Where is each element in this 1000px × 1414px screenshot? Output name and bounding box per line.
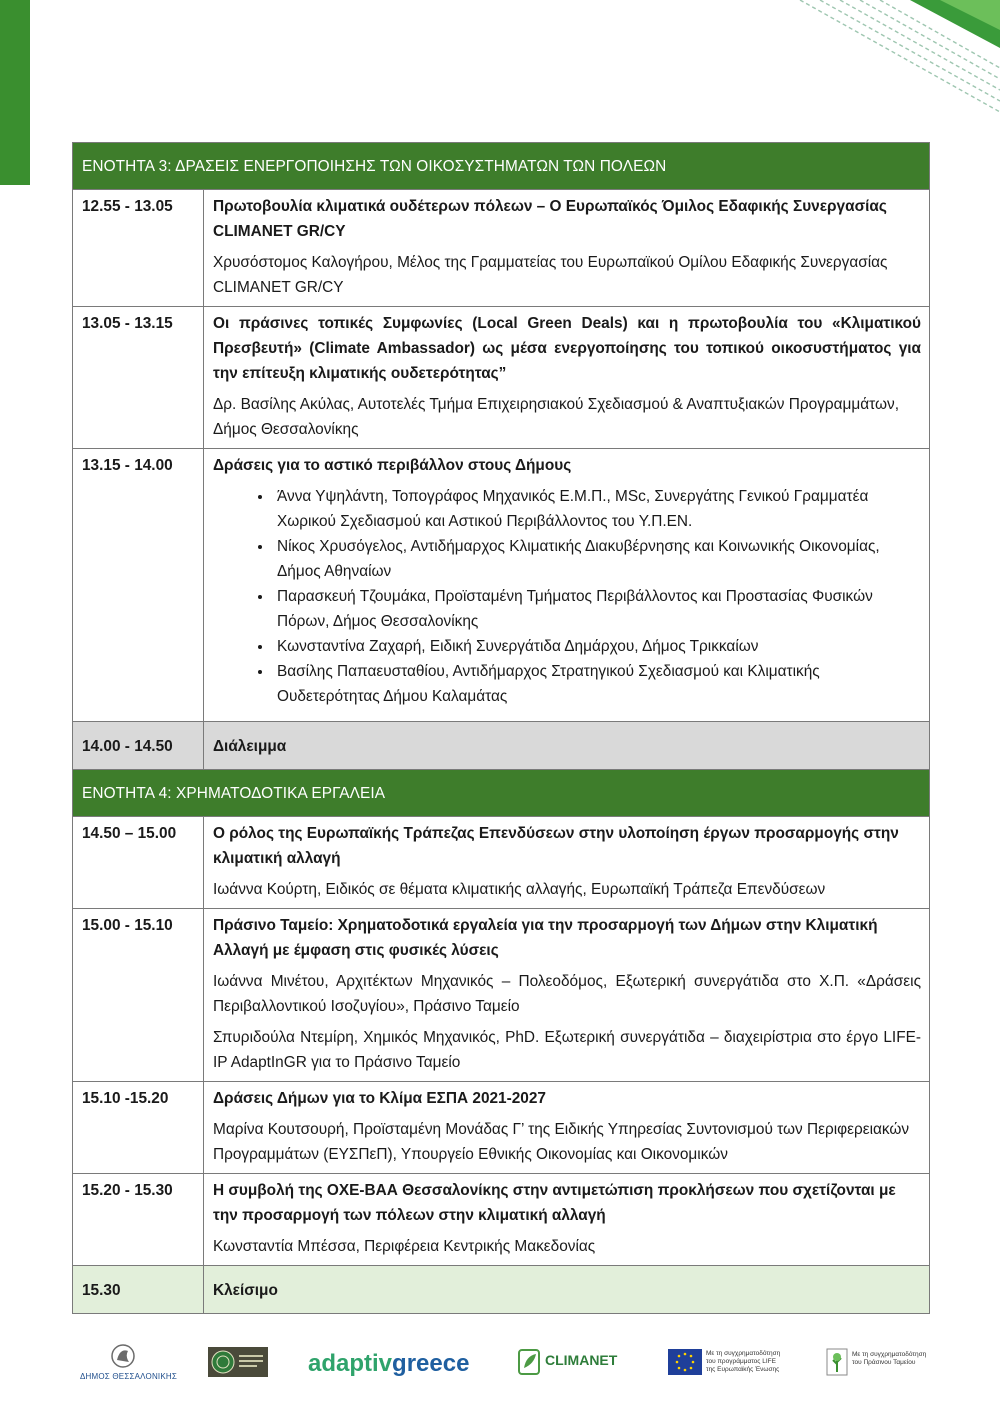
section-4-header: ΕΝΟΤΗΤΑ 4: ΧΡΗΜΑΤΟΔΟΤΙΚΑ ΕΡΓΑΛΕΙΑ <box>73 770 930 817</box>
climanet-logo <box>518 1338 628 1388</box>
section-3-header: ΕΝΟΤΗΤΑ 3: ΔΡΑΣΕΙΣ ΕΝΕΡΓΟΠΟΙΗΣΗΣ ΤΩΝ ΟΙΚΟΣΥΣΤΗΜΑΤΩΝ ΤΩΝ ΠΟΛΕΩΝ <box>73 143 930 190</box>
session-details <box>204 1174 930 1266</box>
session-speaker-2: Σπυριδούλα Ντεμίρη, Χημικός Μηχανικός, PhD. Εξωτερική συνεργάτιδα – διαχειρίστρια στο έργο LIFE-IP AdaptInGR για το Πράσινο Ταμείο <box>213 1029 921 1071</box>
green-fund-logo <box>826 1338 936 1388</box>
session-title: Δράσεις για το αστικό περιβάλλον στους Δήμους <box>213 457 572 474</box>
session-speaker: Δρ. Βασίλης Ακύλας, Αυτοτελές Τμήμα Επιχειρησιακού Σχεδιασμού & Αναπτυξιακών Προγραμμάτων, Δήμος Θεσσαλονίκης <box>213 396 900 438</box>
climanet-logo-text: CLIMANET <box>545 1352 618 1368</box>
corner-stripe-decoration <box>780 0 1000 120</box>
session-time: 15.10 -15.20 <box>73 1082 204 1174</box>
session-time: 15.00 - 15.10 <box>73 909 204 1082</box>
session-speaker: Κωνσταντία Μπέσσα, Περιφέρεια Κεντρικής Μακεδονίας <box>213 1238 596 1255</box>
thessaloniki-logo <box>80 1338 178 1388</box>
adaptiv-text: adaptiv <box>308 1350 393 1377</box>
eu-life-logo <box>668 1338 788 1388</box>
tree-icon <box>826 1348 848 1376</box>
region-emblem-logo <box>208 1338 268 1388</box>
list-item: • Κωνσταντίνα Ζαχαρή, Ειδική Συνεργάτιδα Δημάρχου, Δήμος Τρικκαίων <box>273 634 921 659</box>
table-row <box>73 449 930 722</box>
table-row <box>73 307 930 449</box>
break-label: Διάλειμμα <box>204 722 930 770</box>
greece-text: greece <box>392 1350 470 1377</box>
session-time: 13.15 - 14.00 <box>73 449 204 722</box>
region-emblem-icon <box>208 1347 268 1377</box>
list-item: • Παρασκευή Τζουμάκα, Προϊσταμένη Τμήματος Περιβάλλοντος και Προστασίας Φυσικών Πόρων, Δήμος Θεσσαλονίκης <box>273 584 921 634</box>
session-speaker: Ιωάννα Μινέτου, Αρχιτέκτων Μηχανικός – Πολεοδόμος, Εξωτερική συνεργάτιδα στο Χ.Π. «Δράσεις Περιβαλλοντικού Ισοζυγίου», Πράσινο Ταμείο <box>213 973 921 1015</box>
closing-time: 15.30 <box>73 1266 204 1314</box>
table-row <box>73 909 930 1082</box>
speaker-list <box>213 484 921 709</box>
session-title: Οι πράσινες τοπικές Συμφωνίες (Local Green Deals) και η πρωτοβουλία του «Κλιματικού Πρεσβευτή» (Climate Ambassador) ως μέσα ενεργοποίησης του τοπικού οικοσυστήματος για την επίτευξη κλιματικής ουδετερότητας” <box>213 315 921 382</box>
adaptivgreece-logo <box>308 1338 478 1388</box>
list-item: • Άννα Υψηλάντη, Τοπογράφος Μηχανικός Ε.Μ.Π., MSc, Συνεργάτης Γενικού Γραμματέα Χωρικού Σχεδιασμού και Αστικού Περιβάλλοντος του Υ.Π.ΕΝ. <box>273 484 921 534</box>
closing-label: Κλείσιμο <box>204 1266 930 1314</box>
session-details <box>204 909 930 1082</box>
session-title: Πρωτοβουλία κλιματικά ουδέτερων πόλεων – Ο Ευρωπαϊκός Όμιλος Εδαφικής Συνεργασίας CLIMANET GR/CY <box>213 198 887 240</box>
table-row <box>73 817 930 909</box>
table-row <box>73 1082 930 1174</box>
session-details <box>204 190 930 307</box>
session-speaker: Χρυσόστομος Καλογήρου, Μέλος της Γραμματείας του Ευρωπαϊκού Ομίλου Εδαφικής Συνεργασίας CLIMANET GR/CY <box>213 254 888 296</box>
leaf-icon <box>518 1348 542 1376</box>
left-decorative-bar <box>0 0 30 185</box>
table-row <box>73 190 930 307</box>
head-profile-icon <box>108 1342 138 1370</box>
section-4-header-row <box>73 770 930 817</box>
session-title: Η συμβολή της ΟΧΕ-ΒΑΑ Θεσσαλονίκης στην αντιμετώπιση προκλήσεων που σχετίζονται με την προσαρμογή των πόλεων στην κλιματική αλλαγή <box>213 1182 896 1224</box>
session-title: Πράσινο Ταμείο: Χρηματοδοτικά εργαλεία για την προσαρμογή των Δήμων στην Κλιματική Αλλαγή με έμφαση στις φυσικές λύσεις <box>213 917 878 959</box>
list-item: • Νίκος Χρυσόγελος, Αντιδήμαρχος Κλιματικής Διακυβέρνησης και Κοινωνικής Οικονομίας, Δήμος Αθηναίων <box>273 534 921 584</box>
break-time: 14.00 - 14.50 <box>73 722 204 770</box>
session-speaker: Ιωάννα Κούρτη, Ειδικός σε θέματα κλιματικής αλλαγής, Ευρωπαϊκή Τράπεζα Επενδύσεων <box>213 881 826 898</box>
session-details <box>204 1082 930 1174</box>
list-item: • Βασίλης Παπαευσταθίου, Αντιδήμαρχος Στρατηγικού Σχεδιασμού και Κλιματικής Ουδετερότητας Δήμου Καλαμάτας <box>273 659 921 709</box>
session-details <box>204 449 930 722</box>
closing-row <box>73 1266 930 1314</box>
table-row <box>73 1174 930 1266</box>
thessaloniki-logo-text: ΔΗΜΟΣ ΘΕΣΣΑΛΟΝΙΚΗΣ <box>80 1372 178 1381</box>
session-time: 14.50 – 15.00 <box>73 817 204 909</box>
session-title: Δράσεις Δήμων για το Κλίμα ΕΣΠΑ 2021-2027 <box>213 1090 546 1107</box>
session-title: Ο ρόλος της Ευρωπαϊκής Τράπεζας Επενδύσεων στην υλοποίηση έργων προσαρμογής στην κλιματική αλλαγή <box>213 825 899 867</box>
green-fund-caption: Με τη συγχρηματοδότηση του Πράσινου Ταμείου <box>852 1351 927 1366</box>
footer-logos <box>80 1338 940 1388</box>
session-time: 12.55 - 13.05 <box>73 190 204 307</box>
session-details <box>204 817 930 909</box>
program-table <box>72 142 930 1314</box>
eu-life-caption: Με τη συγχρηματοδότηση του προγράμματος LIFE της Ευρωπαϊκής Ένωσης <box>706 1350 781 1373</box>
break-row <box>73 722 930 770</box>
session-time: 15.20 - 15.30 <box>73 1174 204 1266</box>
adaptivgreece-logo-text <box>308 1350 469 1378</box>
session-time: 13.05 - 13.15 <box>73 307 204 449</box>
session-speaker: Μαρίνα Κουτσουρή, Προϊσταμένη Μονάδας Γ’ της Ειδικής Υπηρεσίας Συντονισμού των Περιφερειακών Προγραμμάτων (ΕΥΣΠεΠ), Υπουργείο Εθνικής Οικονομίας και Οικονομικών <box>213 1121 910 1163</box>
session-details <box>204 307 930 449</box>
eu-flag-icon <box>668 1349 702 1375</box>
section-3-header-row <box>73 143 930 190</box>
